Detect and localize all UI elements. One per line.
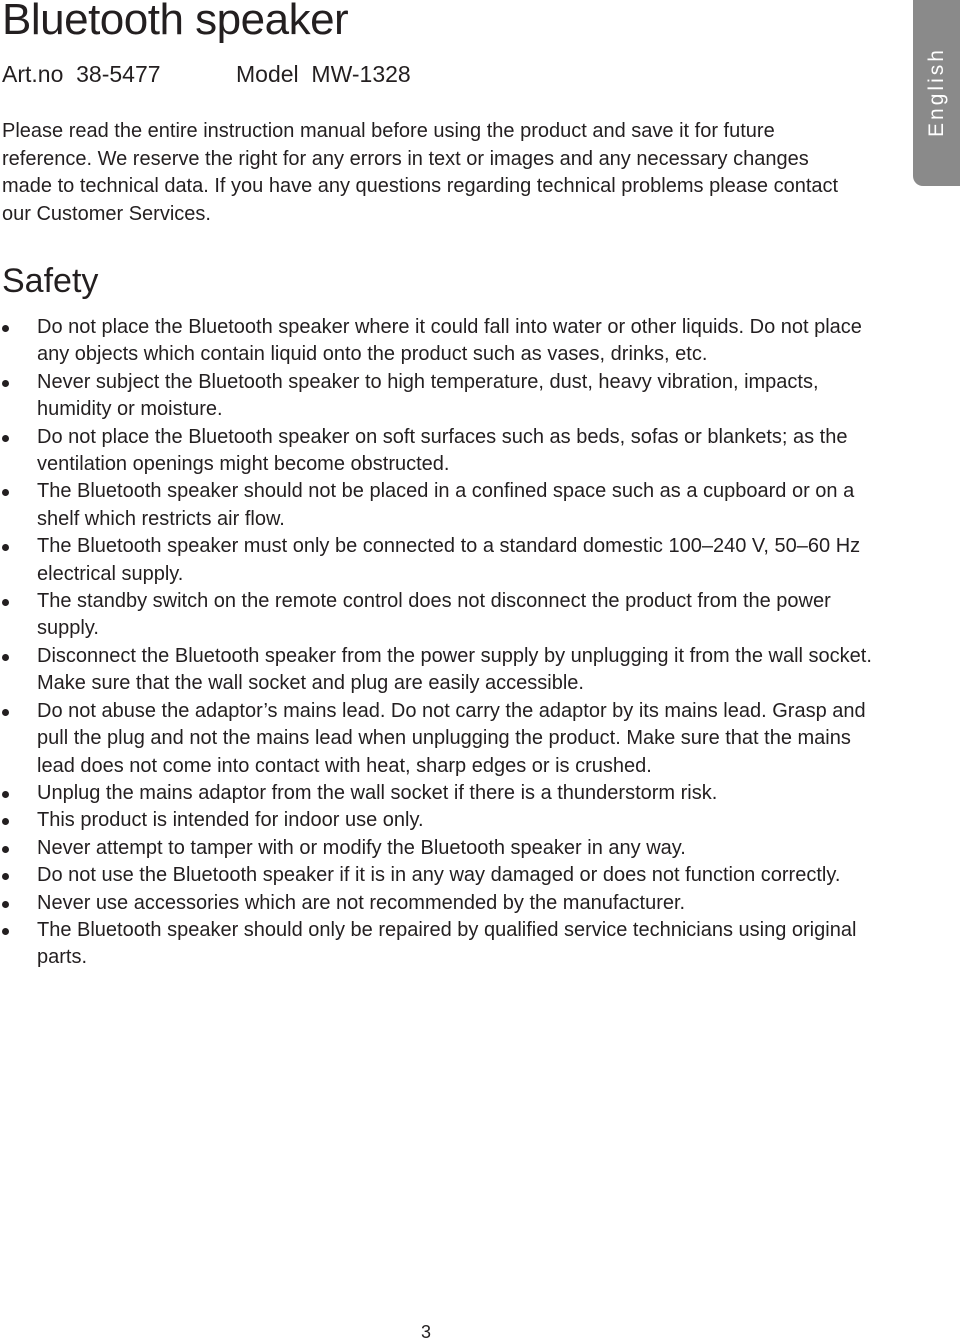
bullet-icon bbox=[2, 901, 9, 908]
list-item-text: The Bluetooth speaker should only be repaired by qualified service technicians using original parts. bbox=[37, 918, 857, 969]
list-item-text: Never attempt to tamper with or modify the Bluetooth speaker in any way. bbox=[37, 836, 686, 859]
list-item bbox=[0, 807, 880, 834]
language-tab bbox=[913, 0, 960, 186]
list-item-text: The standby switch on the remote control does not disconnect the product from the power supply. bbox=[37, 590, 831, 640]
bullet-icon bbox=[2, 489, 9, 496]
safety-list bbox=[0, 314, 880, 972]
list-item bbox=[0, 424, 880, 479]
list-item bbox=[0, 533, 880, 588]
bullet-icon bbox=[2, 818, 9, 825]
bullet-icon bbox=[2, 435, 9, 442]
intro-paragraph: Please read the entire instruction manual before using the product and save it for future reference. We reserve the right for any errors in text or images and any necessary changes made to technical data. If you have any questions regarding technical problems please contact our Customer Services. bbox=[2, 120, 839, 225]
language-label: English bbox=[924, 47, 948, 137]
bullet-icon bbox=[2, 791, 9, 798]
list-item bbox=[0, 314, 880, 369]
list-item-text: This product is intended for indoor use only. bbox=[37, 809, 424, 832]
list-item bbox=[0, 780, 880, 807]
list-item bbox=[0, 835, 880, 862]
list-item bbox=[0, 862, 880, 889]
list-item-text: Do not abuse the adaptor’s mains lead. Do not carry the adaptor by its mains lead. Grasp and pull the plug and not the mains lead when unplugging the product. Make sure that the mains lead does not come into contact with heat, sharp edges or is crushed. bbox=[37, 699, 866, 777]
bullet-icon bbox=[2, 928, 9, 935]
list-item-text: Do not use the Bluetooth speaker if it is in any way damaged or does not function correctly. bbox=[37, 864, 841, 887]
list-item-text: Unplug the mains adaptor from the wall socket if there is a thunderstorm risk. bbox=[37, 781, 718, 804]
safety-heading: Safety bbox=[2, 262, 99, 300]
bullet-icon bbox=[2, 709, 9, 716]
bullet-icon bbox=[2, 654, 9, 661]
model-number: Model MW-1328 bbox=[236, 61, 411, 87]
list-item-text: Never subject the Bluetooth speaker to high temperature, dust, heavy vibration, impacts, humidity or moisture. bbox=[37, 370, 819, 421]
list-item bbox=[0, 890, 880, 917]
bullet-icon bbox=[2, 846, 9, 853]
page-number: 3 bbox=[420, 1322, 431, 1342]
article-number: Art.no 38-5477 bbox=[2, 61, 161, 87]
list-item bbox=[0, 588, 880, 643]
bullet-icon bbox=[2, 380, 9, 387]
list-item bbox=[0, 643, 880, 698]
list-item-text: Do not place the Bluetooth speaker where it could fall into water or other liquids. Do not place any objects which contain liquid onto the product such as vases, drinks, etc. bbox=[37, 316, 862, 366]
list-item bbox=[0, 917, 880, 972]
list-item-text: Never use accessories which are not recommended by the manufacturer. bbox=[37, 891, 686, 914]
bullet-icon bbox=[2, 544, 9, 551]
list-item-text: Do not place the Bluetooth speaker on soft surfaces such as beds, sofas or blankets; as the ventilation openings might become obstructed. bbox=[37, 425, 848, 476]
page-title: Bluetooth speaker bbox=[2, 0, 349, 44]
bullet-icon bbox=[2, 599, 9, 606]
bullet-icon bbox=[2, 873, 9, 880]
list-item-text: The Bluetooth speaker should not be placed in a confined space such as a cupboard or on a shelf which restricts air flow. bbox=[37, 480, 855, 530]
list-item-text: The Bluetooth speaker must only be connected to a standard domestic 100–240 V, 50–60 Hz electrical supply. bbox=[37, 535, 861, 585]
list-item-text: Disconnect the Bluetooth speaker from the power supply by unplugging it from the wall socket. Make sure that the wall socket and plug are easily accessible. bbox=[37, 644, 872, 695]
list-item bbox=[0, 478, 880, 533]
list-item bbox=[0, 369, 880, 424]
bullet-icon bbox=[2, 325, 9, 332]
list-item bbox=[0, 698, 880, 780]
article-info bbox=[2, 60, 411, 88]
